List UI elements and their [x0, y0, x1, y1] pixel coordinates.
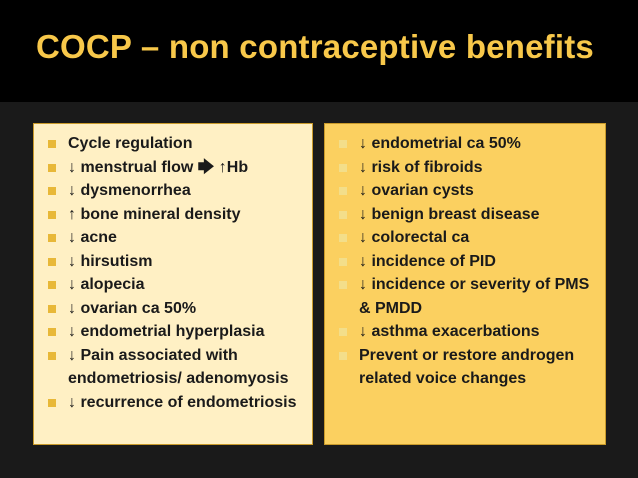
left-benefits-list	[46, 132, 306, 414]
square-bullet-icon	[339, 281, 347, 289]
list-item: ↓ colorectal ca	[337, 226, 599, 250]
list-item: ↓ hirsutism	[46, 250, 306, 274]
square-bullet-icon	[48, 352, 56, 360]
square-bullet-icon	[339, 164, 347, 172]
list-item: Prevent or restore androgen related voice changes	[337, 344, 599, 391]
list-item: Cycle regulation	[46, 132, 306, 156]
list-item: ↑ bone mineral density	[46, 203, 306, 227]
square-bullet-icon	[339, 140, 347, 148]
square-bullet-icon	[339, 352, 347, 360]
list-item: ↓ menstrual flow 🡆 ↑Hb	[46, 156, 306, 180]
square-bullet-icon	[48, 258, 56, 266]
list-item: ↓ Pain associated with endometriosis/ adenomyosis	[46, 344, 306, 391]
list-item: ↓ endometrial hyperplasia	[46, 320, 306, 344]
list-item: ↓ asthma exacerbations	[337, 320, 599, 344]
title-band	[0, 0, 638, 102]
square-bullet-icon	[48, 140, 56, 148]
square-bullet-icon	[339, 211, 347, 219]
square-bullet-icon	[48, 164, 56, 172]
list-item: ↓ ovarian ca 50%	[46, 297, 306, 321]
list-item: ↓ ovarian cysts	[337, 179, 599, 203]
square-bullet-icon	[48, 187, 56, 195]
list-item: ↓ dysmenorrhea	[46, 179, 306, 203]
list-item: ↓ risk of fibroids	[337, 156, 599, 180]
left-benefits-panel	[33, 123, 313, 445]
list-item: ↓ recurrence of endometriosis	[46, 391, 306, 415]
square-bullet-icon	[339, 328, 347, 336]
list-item: ↓ incidence or severity of PMS & PMDD	[337, 273, 599, 320]
slide-title: COCP – non contraceptive benefits	[36, 28, 594, 65]
list-item: ↓ alopecia	[46, 273, 306, 297]
square-bullet-icon	[48, 305, 56, 313]
list-item: ↓ acne	[46, 226, 306, 250]
right-benefits-panel	[324, 123, 606, 445]
right-benefits-list	[337, 132, 599, 391]
square-bullet-icon	[339, 234, 347, 242]
square-bullet-icon	[339, 258, 347, 266]
square-bullet-icon	[48, 328, 56, 336]
square-bullet-icon	[48, 399, 56, 407]
square-bullet-icon	[48, 281, 56, 289]
list-item: ↓ incidence of PID	[337, 250, 599, 274]
square-bullet-icon	[339, 187, 347, 195]
square-bullet-icon	[48, 211, 56, 219]
list-item: ↓ benign breast disease	[337, 203, 599, 227]
square-bullet-icon	[48, 234, 56, 242]
list-item: ↓ endometrial ca 50%	[337, 132, 599, 156]
